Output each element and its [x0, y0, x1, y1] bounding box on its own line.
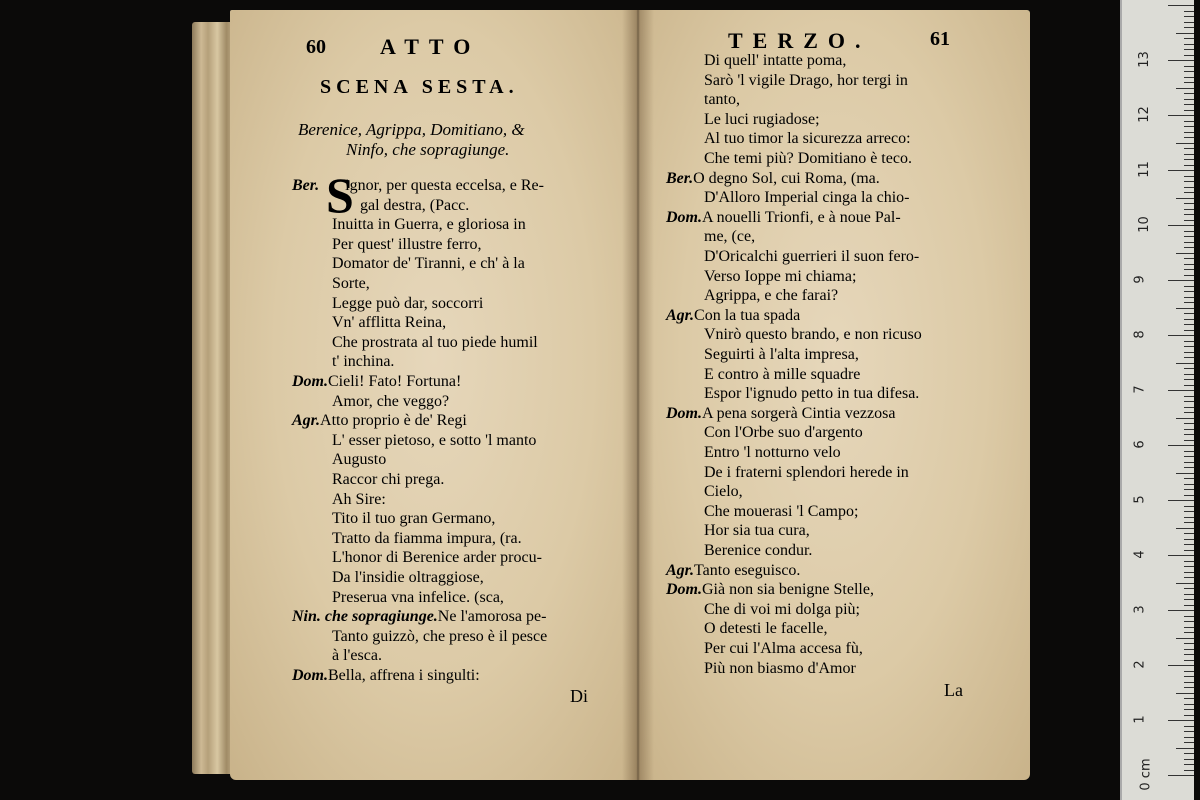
ruler-tick: [1184, 649, 1194, 650]
ruler-tick: [1184, 368, 1194, 369]
measuring-ruler: [1120, 0, 1194, 800]
ruler-tick: [1184, 104, 1194, 105]
left-catchword: Di: [570, 686, 588, 706]
text-line: [666, 307, 800, 325]
ruler-tick: [1184, 429, 1194, 430]
line-text: Atto proprio è de' Regi: [320, 412, 467, 430]
ruler-tick: [1168, 445, 1194, 446]
ruler-label: 1: [1132, 715, 1148, 724]
ruler-tick: [1184, 269, 1194, 270]
text-line: O detesti le facelle,: [704, 620, 828, 638]
ruler-tick: [1184, 302, 1194, 303]
ruler-tick: [1184, 401, 1194, 402]
speaker-label: Nin. che sopragiunge.: [292, 608, 438, 626]
text-line: [292, 177, 544, 195]
line-text: Ne l'amorosa pe-: [437, 608, 547, 626]
text-line: Verso Ioppe mi chiama;: [704, 267, 857, 285]
ruler-tick: [1176, 418, 1194, 419]
ruler-tick: [1184, 154, 1194, 155]
ruler-tick: [1184, 291, 1194, 292]
ruler-tick: [1184, 671, 1194, 672]
text-line: [666, 581, 874, 599]
drop-cap: S: [326, 167, 354, 223]
ruler-tick: [1176, 143, 1194, 144]
ruler-tick: [1184, 462, 1194, 463]
speaker-label: Ber.: [292, 177, 320, 194]
text-line: Espor l'ignudo petto in tua difesa.: [704, 385, 920, 403]
text-line: Ah Sire:: [332, 490, 386, 508]
line-text: Con la tua spada: [694, 306, 801, 324]
ruler-tick: [1184, 572, 1194, 573]
ruler-tick: [1184, 110, 1194, 111]
line-text: O degno Sol, cui Roma, (ma.: [693, 169, 880, 187]
ruler-tick: [1184, 220, 1194, 221]
ruler-tick: [1184, 478, 1194, 479]
line-text: A pena sorgerà Cintia vezzosa: [702, 404, 896, 422]
ruler-tick: [1176, 88, 1194, 89]
ruler-tick: [1184, 231, 1194, 232]
ruler-tick: [1168, 555, 1194, 556]
ruler-tick: [1184, 566, 1194, 567]
ruler-tick: [1184, 341, 1194, 342]
ruler-tick: [1176, 198, 1194, 199]
text-line: Entro 'l notturno velo: [704, 444, 841, 461]
ruler-tick: [1184, 577, 1194, 578]
ruler-tick: [1184, 621, 1194, 622]
ruler-tick: [1184, 16, 1194, 17]
ruler-tick: [1184, 412, 1194, 413]
ruler-tick: [1184, 533, 1194, 534]
ruler-tick: [1184, 297, 1194, 298]
ruler-tick: [1184, 709, 1194, 710]
text-line: Tito il tuo gran Germano,: [332, 510, 496, 528]
ruler-tick: [1184, 324, 1194, 325]
ruler-tick: [1184, 357, 1194, 358]
book-gutter: [622, 10, 654, 780]
ruler-tick: [1184, 319, 1194, 320]
ruler-tick: [1184, 247, 1194, 248]
text-line: Con l'Orbe suo d'argento: [704, 424, 863, 442]
ruler-tick: [1184, 627, 1194, 628]
text-line: Seguirti à l'alta impresa,: [704, 346, 859, 363]
ruler-tick: [1184, 759, 1194, 760]
text-line: Berenice condur.: [704, 542, 813, 559]
ruler-tick: [1184, 93, 1194, 94]
line-text: A nouelli Trionfi, e à noue Pal-: [702, 208, 901, 226]
text-line: Di quell' intatte poma,: [704, 52, 847, 69]
ruler-tick: [1184, 561, 1194, 562]
speaker-label: Dom.: [666, 208, 702, 226]
ruler-label: 7: [1132, 385, 1148, 394]
ruler-tick: [1168, 335, 1194, 336]
ruler-tick: [1184, 698, 1194, 699]
text-line: Hor sia tua cura,: [704, 522, 810, 540]
ruler-tick: [1184, 379, 1194, 380]
text-line: Che mouerasi 'l Campo;: [704, 502, 859, 520]
text-line: gal destra, (Pacc.: [360, 196, 470, 214]
ruler-tick: [1184, 605, 1194, 606]
text-line: Augusto: [332, 451, 387, 469]
ruler-label: 10: [1136, 216, 1152, 233]
left-page-number: 60: [306, 36, 326, 58]
ruler-tick: [1184, 522, 1194, 523]
ruler-tick: [1184, 82, 1194, 83]
text-line: [292, 373, 461, 391]
ruler-tick: [1184, 148, 1194, 149]
ruler-tick: [1168, 60, 1194, 61]
ruler-tick: [1184, 704, 1194, 705]
ruler-tick: [1184, 121, 1194, 122]
ruler-label: 5: [1132, 495, 1148, 504]
speaker-label: Dom.: [666, 404, 702, 422]
ruler-tick: [1184, 544, 1194, 545]
ruler-tick: [1184, 726, 1194, 727]
text-line: Agrippa, e che farai?: [704, 287, 839, 305]
text-line: Che temi più? Domitiano è teco.: [704, 150, 912, 167]
ruler-tick: [1184, 467, 1194, 468]
ruler-tick: [1184, 181, 1194, 182]
ruler-tick: [1184, 632, 1194, 633]
ruler-tick: [1184, 385, 1194, 386]
ruler-tick: [1168, 720, 1194, 721]
ruler-label: 2: [1132, 660, 1148, 669]
ruler-tick: [1184, 451, 1194, 452]
speaker-label: Dom.: [666, 581, 702, 599]
text-line: [666, 170, 880, 188]
ruler-tick: [1184, 49, 1194, 50]
ruler-tick: [1184, 550, 1194, 551]
ruler-tick: [1184, 599, 1194, 600]
ruler-tick: [1184, 165, 1194, 166]
ruler-tick: [1184, 27, 1194, 28]
ruler-tick: [1184, 616, 1194, 617]
ruler-tick: [1184, 682, 1194, 683]
text-line: Tanto guizzò, che preso è il pesce: [332, 627, 548, 645]
ruler-tick: [1184, 484, 1194, 485]
right-page-number: 61: [930, 28, 950, 50]
ruler-tick: [1176, 528, 1194, 529]
ruler-tick: [1184, 374, 1194, 375]
ruler-tick: [1184, 506, 1194, 507]
ruler-tick: [1184, 176, 1194, 177]
ruler-tick: [1184, 594, 1194, 595]
ruler-tick: [1184, 660, 1194, 661]
ruler-tick: [1184, 137, 1194, 138]
ruler-tick: [1184, 313, 1194, 314]
ruler-tick: [1176, 638, 1194, 639]
text-line: Cielo,: [704, 483, 743, 501]
ruler-tick: [1184, 396, 1194, 397]
ruler-tick: [1184, 242, 1194, 243]
text-line: Che prostrata al tuo piede humil: [332, 333, 538, 351]
ruler-label: 6: [1132, 440, 1148, 449]
text-line: E contro à mille squadre: [704, 365, 861, 383]
text-line: [666, 405, 895, 423]
ruler-label: 4: [1132, 550, 1148, 559]
ruler-tick: [1184, 99, 1194, 100]
right-running-head: TERZO.: [728, 28, 871, 53]
text-line: Raccor chi prega.: [332, 471, 445, 488]
ruler-tick: [1168, 115, 1194, 116]
text-line: [292, 412, 467, 430]
ruler-label: 0 cm: [1138, 758, 1154, 791]
ruler-tick: [1184, 440, 1194, 441]
speaker-label: Agr.: [666, 561, 695, 579]
ruler-tick: [1184, 753, 1194, 754]
ruler-tick: [1184, 654, 1194, 655]
ruler-tick: [1184, 66, 1194, 67]
text-line: Legge può dar, soccorri: [332, 294, 484, 312]
ruler-tick: [1168, 390, 1194, 391]
text-line: [292, 608, 546, 626]
ruler-tick: [1176, 583, 1194, 584]
ruler-tick: [1184, 676, 1194, 677]
ruler-tick: [1184, 159, 1194, 160]
ruler-tick: [1168, 5, 1194, 6]
ruler-tick: [1184, 22, 1194, 23]
ruler-tick: [1184, 764, 1194, 765]
ruler-tick: [1184, 731, 1194, 732]
ruler-tick: [1184, 132, 1194, 133]
ruler-tick: [1176, 253, 1194, 254]
text-line: D'Oricalchi guerrieri il suon fero-: [704, 248, 920, 265]
ruler-tick: [1184, 203, 1194, 204]
line-text: Tanto eseguisco.: [694, 561, 801, 579]
speaker-label: Agr.: [666, 306, 695, 324]
ruler-tick: [1184, 264, 1194, 265]
ruler-tick: [1184, 71, 1194, 72]
scene-title: SCENA SESTA.: [320, 76, 519, 98]
text-line: Sorte,: [332, 275, 370, 292]
ruler-tick: [1184, 687, 1194, 688]
right-catchword: La: [944, 680, 963, 700]
ruler-tick: [1184, 643, 1194, 644]
ruler-label: 9: [1132, 275, 1148, 284]
text-line: Amor, che veggo?: [332, 392, 450, 410]
line-text: Già non sia benigne Stelle,: [702, 581, 874, 599]
ruler-tick: [1184, 187, 1194, 188]
line-text: ignor, per questa eccelsa, e Re-: [345, 177, 544, 194]
ruler-tick: [1184, 236, 1194, 237]
ruler-tick: [1184, 742, 1194, 743]
ruler-tick: [1168, 665, 1194, 666]
text-line: D'Alloro Imperial cinga la chio-: [704, 189, 910, 207]
ruler-tick: [1184, 407, 1194, 408]
ruler-tick: [1184, 495, 1194, 496]
ruler-tick: [1184, 346, 1194, 347]
speaker-label: Agr.: [292, 412, 321, 430]
ruler-tick: [1184, 214, 1194, 215]
ruler-tick: [1168, 225, 1194, 226]
ruler-tick: [1184, 352, 1194, 353]
text-line: [666, 209, 901, 227]
text-line: L' esser pietoso, e sotto 'l manto: [332, 431, 537, 449]
ruler-tick: [1184, 77, 1194, 78]
ruler-label: 8: [1132, 330, 1148, 339]
ruler-tick: [1168, 500, 1194, 501]
ruler-tick: [1176, 308, 1194, 309]
ruler-tick: [1184, 38, 1194, 39]
left-running-head: ATTO: [380, 34, 481, 59]
text-line: t' inchina.: [332, 353, 395, 371]
text-line: Che di voi mi dolga più;: [704, 600, 860, 618]
speaker-label: Dom.: [292, 373, 328, 390]
ruler-tick: [1184, 456, 1194, 457]
ruler-tick: [1184, 44, 1194, 45]
ruler-tick: [1184, 770, 1194, 771]
ruler-label: 12: [1136, 106, 1152, 123]
text-line: Inuitta in Guerra, e gloriosa in: [332, 216, 526, 234]
text-line: Più non biasmo d'Amor: [704, 659, 856, 677]
speaker-label: Ber.: [666, 169, 694, 187]
ruler-tick: [1176, 748, 1194, 749]
text-line: Tratto da fiamma impura, (ra.: [332, 529, 522, 547]
ruler-tick: [1184, 275, 1194, 276]
ruler-tick: [1184, 192, 1194, 193]
ruler-tick: [1184, 511, 1194, 512]
ruler-tick: [1184, 517, 1194, 518]
ruler-tick: [1176, 363, 1194, 364]
ruler-tick: [1168, 610, 1194, 611]
text-line: Vnirò questo brando, e non ricuso: [704, 326, 922, 344]
text-line: Da l'insidie oltraggiose,: [332, 569, 484, 586]
ruler-tick: [1184, 258, 1194, 259]
text-line: Le luci rugiadose;: [704, 110, 820, 128]
text-line: De i fraterni splendori herede in: [704, 463, 909, 481]
text-line: Per quest' illustre ferro,: [332, 235, 482, 253]
ruler-tick: [1168, 775, 1194, 776]
ruler-tick: [1176, 473, 1194, 474]
ruler-tick: [1184, 434, 1194, 435]
text-line: tanto,: [704, 91, 740, 109]
ruler-tick: [1176, 33, 1194, 34]
ruler-label: 3: [1132, 605, 1148, 614]
ruler-tick: [1184, 330, 1194, 331]
speaker-label: Dom.: [292, 667, 328, 684]
text-line: Per cui l'Alma accesa fù,: [704, 640, 863, 657]
ruler-tick: [1184, 126, 1194, 127]
ruler-tick: [1184, 737, 1194, 738]
ruler-tick: [1184, 715, 1194, 716]
text-line: Sarò 'l vigile Drago, hor tergi in: [704, 71, 908, 89]
ruler-label: 13: [1136, 51, 1152, 68]
ruler-tick: [1184, 489, 1194, 490]
text-line: Al tuo timor la sicurezza arreco:: [704, 130, 911, 148]
line-text: Bella, affrena i singulti:: [328, 667, 480, 684]
ruler-tick: [1184, 11, 1194, 12]
ruler-label: 11: [1136, 161, 1152, 178]
text-line: Domator de' Tiranni, e ch' à la: [332, 255, 525, 273]
text-line: Preserua vna infelice. (sca,: [332, 588, 504, 606]
cast-line-2: Ninfo, che sopragiunge.: [346, 140, 510, 159]
text-line: à l'esca.: [332, 647, 382, 665]
text-line: Vn' afflitta Reina,: [332, 314, 447, 332]
text-line: [666, 562, 800, 580]
text-line: L'honor di Berenice arder procu-: [332, 549, 542, 567]
ruler-tick: [1168, 280, 1194, 281]
ruler-tick: [1184, 423, 1194, 424]
ruler-tick: [1184, 286, 1194, 287]
ruler-tick: [1184, 55, 1194, 56]
cast-line-1: Berenice, Agrippa, Domitiano, &: [298, 120, 525, 139]
ruler-tick: [1176, 693, 1194, 694]
text-line: me, (ce,: [704, 228, 756, 246]
ruler-tick: [1168, 170, 1194, 171]
ruler-tick: [1184, 539, 1194, 540]
ruler-tick: [1184, 209, 1194, 210]
text-line: [292, 667, 480, 685]
line-text: Cieli! Fato! Fortuna!: [328, 373, 462, 390]
ruler-tick: [1184, 588, 1194, 589]
